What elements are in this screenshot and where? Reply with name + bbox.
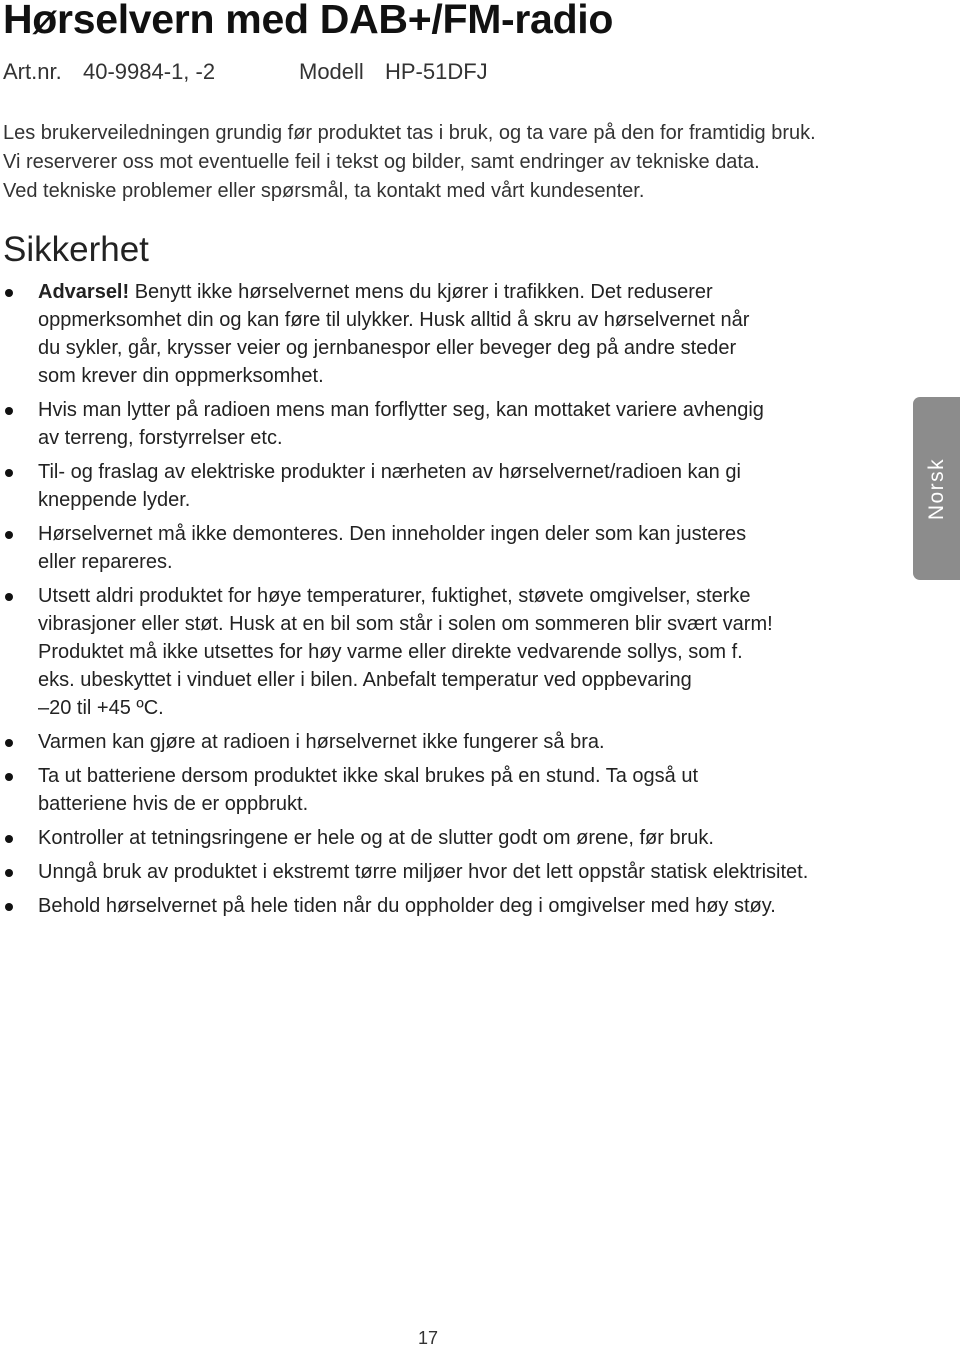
language-tab-label: Norsk bbox=[924, 457, 948, 520]
bullet-line: Varmen kan gjøre at radioen i hørselvernet ikke fungerer så bra. bbox=[38, 731, 605, 753]
safety-item bbox=[0, 396, 880, 452]
bullet-line: Hørselvernet må ikke demonteres. Den inneholder ingen deler som kan justeres bbox=[38, 523, 747, 545]
safety-item bbox=[0, 582, 880, 722]
section-heading-safety: Sikkerhet bbox=[3, 230, 149, 269]
bullet-line: du sykler, går, krysser veier og jernbanespor eller beveger deg på andre steder bbox=[38, 337, 737, 359]
bullet-line: Hvis man lytter på radioen mens man forflytter seg, kan mottaket variere avhengig bbox=[38, 399, 764, 421]
bullet-dot-icon bbox=[5, 835, 13, 843]
bullet-line: –20 til +45 ºC. bbox=[38, 697, 164, 719]
bullet-dot-icon bbox=[5, 469, 13, 477]
bullet-line: Produktet må ikke utsettes for høy varme eller direkte vedvarende sollys, som f. bbox=[38, 641, 743, 663]
bullet-line: av terreng, forstyrrelser etc. bbox=[38, 427, 283, 449]
bullet-line: Behold hørselvernet på hele tiden når du oppholder deg i omgivelser med høy støy. bbox=[38, 895, 776, 917]
bullet-line: Unngå bruk av produktet i ekstremt tørre miljøer hvor det lett oppstår statisk elektrisitet. bbox=[38, 861, 809, 883]
bullet-dot-icon bbox=[5, 869, 13, 877]
safety-item bbox=[0, 824, 880, 852]
article-number-label: Art.nr. bbox=[3, 59, 62, 84]
warning-label: Advarsel! bbox=[38, 281, 130, 303]
safety-item bbox=[0, 892, 880, 920]
bullet-dot-icon bbox=[5, 739, 13, 747]
bullet-dot-icon bbox=[5, 593, 13, 601]
safety-item bbox=[0, 278, 880, 390]
bullet-text: Benytt ikke hørselvernet mens du kjører i trafikken. Det reduserer bbox=[129, 281, 713, 303]
page-number: 17 bbox=[417, 1328, 439, 1348]
bullet-dot-icon bbox=[5, 289, 13, 297]
bullet-dot-icon bbox=[5, 531, 13, 539]
bullet-line: kneppende lyder. bbox=[38, 489, 191, 511]
bullet-line: Kontroller at tetningsringene er hele og at de slutter godt om ørene, før bruk. bbox=[38, 827, 714, 849]
bullet-dot-icon bbox=[5, 903, 13, 911]
bullet-line: vibrasjoner eller støt. Husk at en bil som står i solen om sommeren blir svært varm! bbox=[38, 613, 773, 635]
safety-item bbox=[0, 520, 880, 576]
safety-item bbox=[0, 458, 880, 514]
bullet-line: oppmerksomhet din og kan føre til ulykker. Husk alltid å skru av hørselvernet når bbox=[38, 309, 750, 331]
article-number-value: 40-9984-1, -2 bbox=[83, 59, 216, 84]
intro-paragraph bbox=[3, 119, 873, 206]
bullet-line: eks. ubeskyttet i vinduet eller i bilen. Anbefalt temperatur ved oppbevaring bbox=[38, 669, 692, 691]
page-title: Hørselvern med DAB+/FM-radio bbox=[3, 0, 614, 42]
intro-line: Ved tekniske problemer eller spørsmål, ta kontakt med vårt kundesenter. bbox=[3, 180, 645, 202]
bullet-line: som krever din oppmerksomhet. bbox=[38, 365, 324, 387]
bullet-line bbox=[38, 278, 880, 306]
bullet-line: eller repareres. bbox=[38, 551, 173, 573]
model-value: HP-51DFJ bbox=[385, 59, 488, 84]
intro-line: Vi reserverer oss mot eventuelle feil i tekst og bilder, samt endringer av tekniske data. bbox=[3, 151, 760, 173]
safety-item bbox=[0, 858, 880, 886]
bullet-line: Til- og fraslag av elektriske produkter i nærheten av hørselvernet/radioen kan gi bbox=[38, 461, 741, 483]
bullet-line: batteriene hvis de er oppbrukt. bbox=[38, 793, 309, 815]
safety-item bbox=[0, 728, 880, 756]
language-tab bbox=[913, 397, 960, 580]
intro-line: Les brukerveiledningen grundig før produktet tas i bruk, og ta vare på den for framtidig bruk. bbox=[3, 122, 816, 144]
safety-list bbox=[0, 278, 880, 920]
bullet-dot-icon bbox=[5, 773, 13, 781]
bullet-line: Ta ut batteriene dersom produktet ikke skal brukes på en stund. Ta også ut bbox=[38, 765, 699, 787]
model-label: Modell bbox=[299, 59, 364, 84]
safety-item bbox=[0, 762, 880, 818]
bullet-dot-icon bbox=[5, 407, 13, 415]
bullet-line: Utsett aldri produktet for høye temperaturer, fuktighet, støvete omgivelser, sterke bbox=[38, 585, 751, 607]
article-info bbox=[3, 59, 488, 85]
